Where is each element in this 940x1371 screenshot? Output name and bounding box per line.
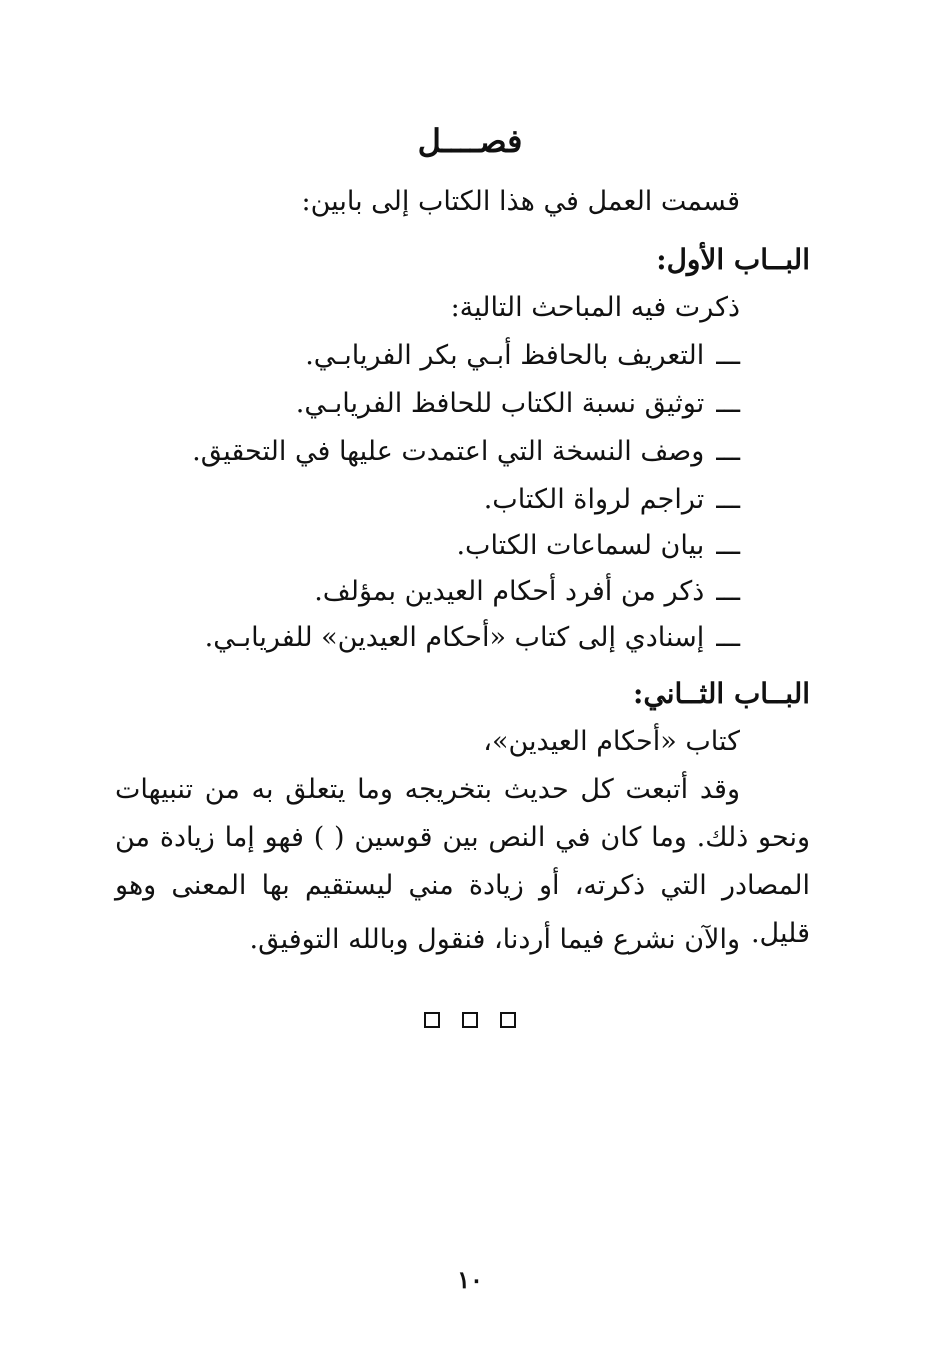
separator-square	[462, 1012, 478, 1028]
list-item-text: تراجم لرواة الكتاب.	[483, 484, 705, 515]
list-dash: ـــ	[716, 484, 740, 515]
list-dash: ـــ	[716, 340, 740, 371]
part-two-title: البــاب الثــاني:	[633, 677, 810, 710]
list-item	[296, 390, 740, 417]
list-dash: ـــ	[716, 576, 740, 607]
list-item	[314, 578, 740, 605]
list-item-text: ذكر من أفرد أحكام العيدين بمؤلف.	[314, 576, 705, 607]
section-separator	[0, 1012, 940, 1028]
part-two-paragraph: وقد أتبعت كل حديث بتخريجه وما يتعلق به من تنبيهات ونحو ذلك. وما كان في النص بين قوسين ( ) فهو إما زيادة من المصادر التي ذكرته، أو زيادة مني ليستقيم بها المعنى وهو قليل.	[115, 774, 810, 949]
list-dash: ـــ	[716, 388, 740, 419]
chapter-heading: فصــــل	[417, 122, 523, 160]
list-dash: ـــ	[716, 436, 740, 467]
page-number: ١٠	[457, 1265, 483, 1294]
list-dash: ـــ	[716, 530, 740, 561]
list-item-text: وصف النسخة التي اعتمدت عليها في التحقيق.	[192, 436, 705, 467]
list-item	[205, 624, 740, 651]
closing-line: والآن نشرع فيما أردنا، فنقول وبالله التوفيق.	[249, 924, 740, 955]
separator-square	[424, 1012, 440, 1028]
list-dash: ـــ	[716, 622, 740, 653]
list-item	[484, 486, 740, 513]
list-item	[305, 342, 740, 369]
separator-square	[500, 1012, 516, 1028]
list-item-text: إسنادي إلى كتاب «أحكام العيدين» للفريابـي.	[204, 622, 705, 653]
list-item-text: توثيق نسبة الكتاب للحافظ الفريابـي.	[295, 388, 705, 419]
list-item-text: بيان لسماعات الكتاب.	[456, 530, 705, 561]
intro-line: قسمت العمل في هذا الكتاب إلى بابين:	[301, 186, 740, 217]
part-two-lead: كتاب «أحكام العيدين»،	[483, 726, 740, 757]
list-item-text: التعريف بالحافظ أبـي بكر الفريابـي.	[305, 340, 705, 371]
list-item	[192, 438, 740, 465]
part-one-lead: ذكرت فيه المباحث التالية:	[450, 292, 740, 323]
part-one-title: البــاب الأول:	[656, 243, 810, 276]
list-item	[456, 532, 740, 559]
